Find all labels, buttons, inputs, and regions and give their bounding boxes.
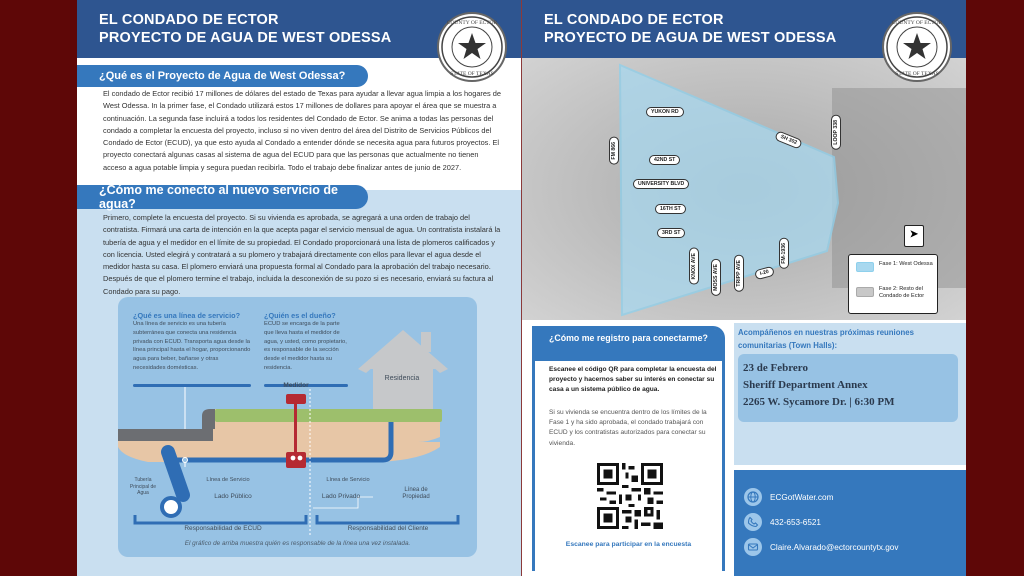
registration-instructions: Escanee el código QR para completar la encuesta del proyecto y hacernos saber su interés en conectar su casa a un sistema público de agua. bbox=[549, 366, 717, 394]
meter-label: Medidor bbox=[283, 382, 309, 389]
contact-phone[interactable] bbox=[744, 513, 821, 531]
section-body-what-is: El condado de Ector recibió 17 millones de dólares del estado de Texas para ayudar a llevar agua limpia a los hogares de West Odessa. In la primer fase, el Condado utilizará estos 17 millones de dollares para apoyar el área que se muestra a continuación. La segunda fase incluirá a todos los residentes del Condado de Ector. Se anima a todas las personas del condado a completar la encuesta del proyecto, incluso si no viven dentro del área del Distrito de Servicios Públicos del Condado de Ector (ECUD), ya que esto ayuda al Condado a entender dónde se necesita agua para futuros proyectos. El proyecto conectará algunas casas al sistema de agua del ECUD para que las personas que actualmente no tienen acceso a agua potable limpia y segura puedan recibirla. Todo el trabajo debe finalizar antes de junio de 2027. bbox=[103, 89, 501, 172]
section-body-how-connect: Primero, complete la encuesta del proyecto. Si su vivienda es aprobada, se agregará a una orden de trabajo del contratista. Firmará una carta de intención en la que acepta pagar el servicio mensual de agua. Un contratista instalará la tubería de agua y el medidor en el límite de su propiedad. El Condado proporcionará una lista de plomeros calificados y con licencia. Usted elegirá y contratará a su plomero y trabajará directamente con ellos para llevar el agua desde el medidor hasta su casa. El plomero enviará una propuesta formal al Condado para la aprobación del trabajo necesario. Después de que el plomero termine el trabajo, incluida la desconexión de su pozo si es necesario, enviará su factura al Condado para su pago. bbox=[103, 213, 501, 296]
event-date: 23 de Febrero bbox=[743, 362, 808, 374]
road-label: KNOX AVE bbox=[689, 248, 699, 285]
registration-title: ¿Cómo me registro para conectarme? bbox=[535, 329, 722, 361]
title-line-2: PROYECTO DE AGUA DE WEST ODESSA bbox=[99, 30, 392, 46]
flyer-page-right bbox=[522, 0, 966, 576]
survey-qr-code[interactable] bbox=[597, 463, 663, 529]
road-label: UNIVERSITY BLVD bbox=[633, 179, 689, 189]
town-hall-details bbox=[738, 354, 958, 422]
road-label: FM 866 bbox=[609, 137, 619, 165]
public-side-label: Lado Público bbox=[214, 493, 252, 500]
meter-icon bbox=[286, 394, 306, 404]
phone-text[interactable]: 432-653-6521 bbox=[770, 517, 821, 527]
road-label: YUKON RD bbox=[646, 107, 684, 117]
road-label: LOOP 338 bbox=[831, 115, 841, 150]
diagram-caption: El gráfico de arriba muestra quién es responsable de la línea una vez instalada. bbox=[184, 540, 411, 547]
diagram-q1-text: Una línea de servicio es una tubería subterránea que conecta una residencia privada con ECUD. Transporta agua desde la línea principal hasta el hogar, proporcionando agua para beber, bañarse y otras necesidades domésticas. bbox=[133, 321, 251, 371]
contact-section bbox=[734, 470, 966, 576]
county-seal-icon bbox=[882, 12, 952, 82]
service-line-left-label: Línea de Servicio bbox=[206, 477, 250, 483]
town-hall-title: Acompáñenos en nuestras próximas reuniones comunitarias (Town Halls): bbox=[738, 328, 914, 350]
service-line-right-label: Línea de Servicio bbox=[326, 477, 370, 483]
svg-text:COUNTY OF ECTOR: COUNTY OF ECTOR bbox=[446, 20, 498, 26]
legend-phase-1: Fase 1: West Odessa bbox=[879, 261, 933, 267]
road-label: SH 302 bbox=[774, 130, 803, 150]
event-address: 2265 W. Sycamore Dr. | 6:30 PM bbox=[743, 396, 895, 408]
section-heading-what-is: ¿Qué es el Proyecto de Agua de West Odessa? bbox=[77, 65, 368, 87]
town-hall-section bbox=[734, 323, 966, 465]
event-venue: Sheriff Department Annex bbox=[743, 379, 868, 391]
road-label: TRIPP AVE bbox=[734, 255, 744, 292]
road-label: 16TH ST bbox=[655, 204, 686, 214]
website-text[interactable]: ECGotWater.com bbox=[770, 492, 834, 502]
road-label: I-20 bbox=[754, 266, 775, 281]
county-seal-icon bbox=[437, 12, 507, 82]
road-label: MOSS AVE bbox=[711, 259, 721, 296]
svg-text:STATE OF TEXAS: STATE OF TEXAS bbox=[450, 71, 494, 77]
contact-website[interactable] bbox=[744, 488, 833, 506]
project-area-map bbox=[522, 58, 966, 320]
survey-link[interactable]: Escanee para participar en la encuesta bbox=[565, 541, 692, 548]
pipe-diagram-graphic bbox=[118, 297, 477, 557]
ecud-responsibility-label: Responsabilidad de ECUD bbox=[184, 525, 262, 532]
main-pipe-label: Tubería Principal de Agua bbox=[129, 477, 157, 496]
page-title bbox=[99, 11, 391, 47]
title-line-1: EL CONDADO DE ECTOR bbox=[544, 12, 724, 28]
registration-body: Si su vivienda se encuentra dentro de los límites de la Fase 1 y ha sido aprobada, el condado trabajará con ECUD y los contratistas autorizados para conectar su vivienda. bbox=[549, 409, 707, 447]
phase-1-swatch bbox=[856, 262, 874, 272]
client-responsibility-label: Responsabilidad del Cliente bbox=[347, 525, 429, 532]
svg-text:STATE OF TEXAS: STATE OF TEXAS bbox=[895, 71, 939, 77]
property-line-label: Línea de Propiedad bbox=[402, 487, 430, 500]
svg-text:COUNTY OF ECTOR: COUNTY OF ECTOR bbox=[891, 20, 943, 26]
map-legend bbox=[848, 254, 938, 314]
email-text[interactable]: Claire.Alvarado@ectorcountytx.gov bbox=[770, 542, 899, 552]
service-line-diagram bbox=[118, 297, 477, 557]
residence-label: Residencia bbox=[384, 375, 420, 382]
road-label: 3RD ST bbox=[657, 228, 685, 238]
flyer-page-left bbox=[77, 0, 521, 576]
title-line-2: PROYECTO DE AGUA DE WEST ODESSA bbox=[544, 30, 837, 46]
legend-phase-2: Fase 2: Resto del Condado de Ector bbox=[879, 286, 925, 299]
private-side-label: Lado Privado bbox=[321, 493, 361, 500]
diagram-q2-title: ¿Quién es el dueño? bbox=[264, 311, 336, 320]
phase-2-swatch bbox=[856, 287, 874, 297]
north-arrow-icon: ➤ bbox=[904, 225, 924, 247]
contact-email[interactable] bbox=[744, 538, 898, 556]
title-line-1: EL CONDADO DE ECTOR bbox=[99, 12, 279, 28]
page-title bbox=[544, 11, 836, 47]
road-label: 42ND ST bbox=[649, 155, 680, 165]
globe-icon bbox=[744, 488, 762, 506]
mail-icon bbox=[744, 538, 762, 556]
phone-icon bbox=[744, 513, 762, 531]
section-heading-how-connect: ¿Cómo me conecto al nuevo servicio de agua? bbox=[77, 185, 368, 209]
registration-card bbox=[532, 326, 725, 571]
diagram-q2-text: ECUD se encarga de la parte que lleva hasta el medidor de agua, y usted, como propietario, es responsable de la sección desde el medidor hasta su residencia. bbox=[264, 321, 347, 371]
diagram-q1-title: ¿Qué es una línea de servicio? bbox=[133, 311, 241, 320]
road-label: FM-1936 bbox=[779, 238, 789, 269]
